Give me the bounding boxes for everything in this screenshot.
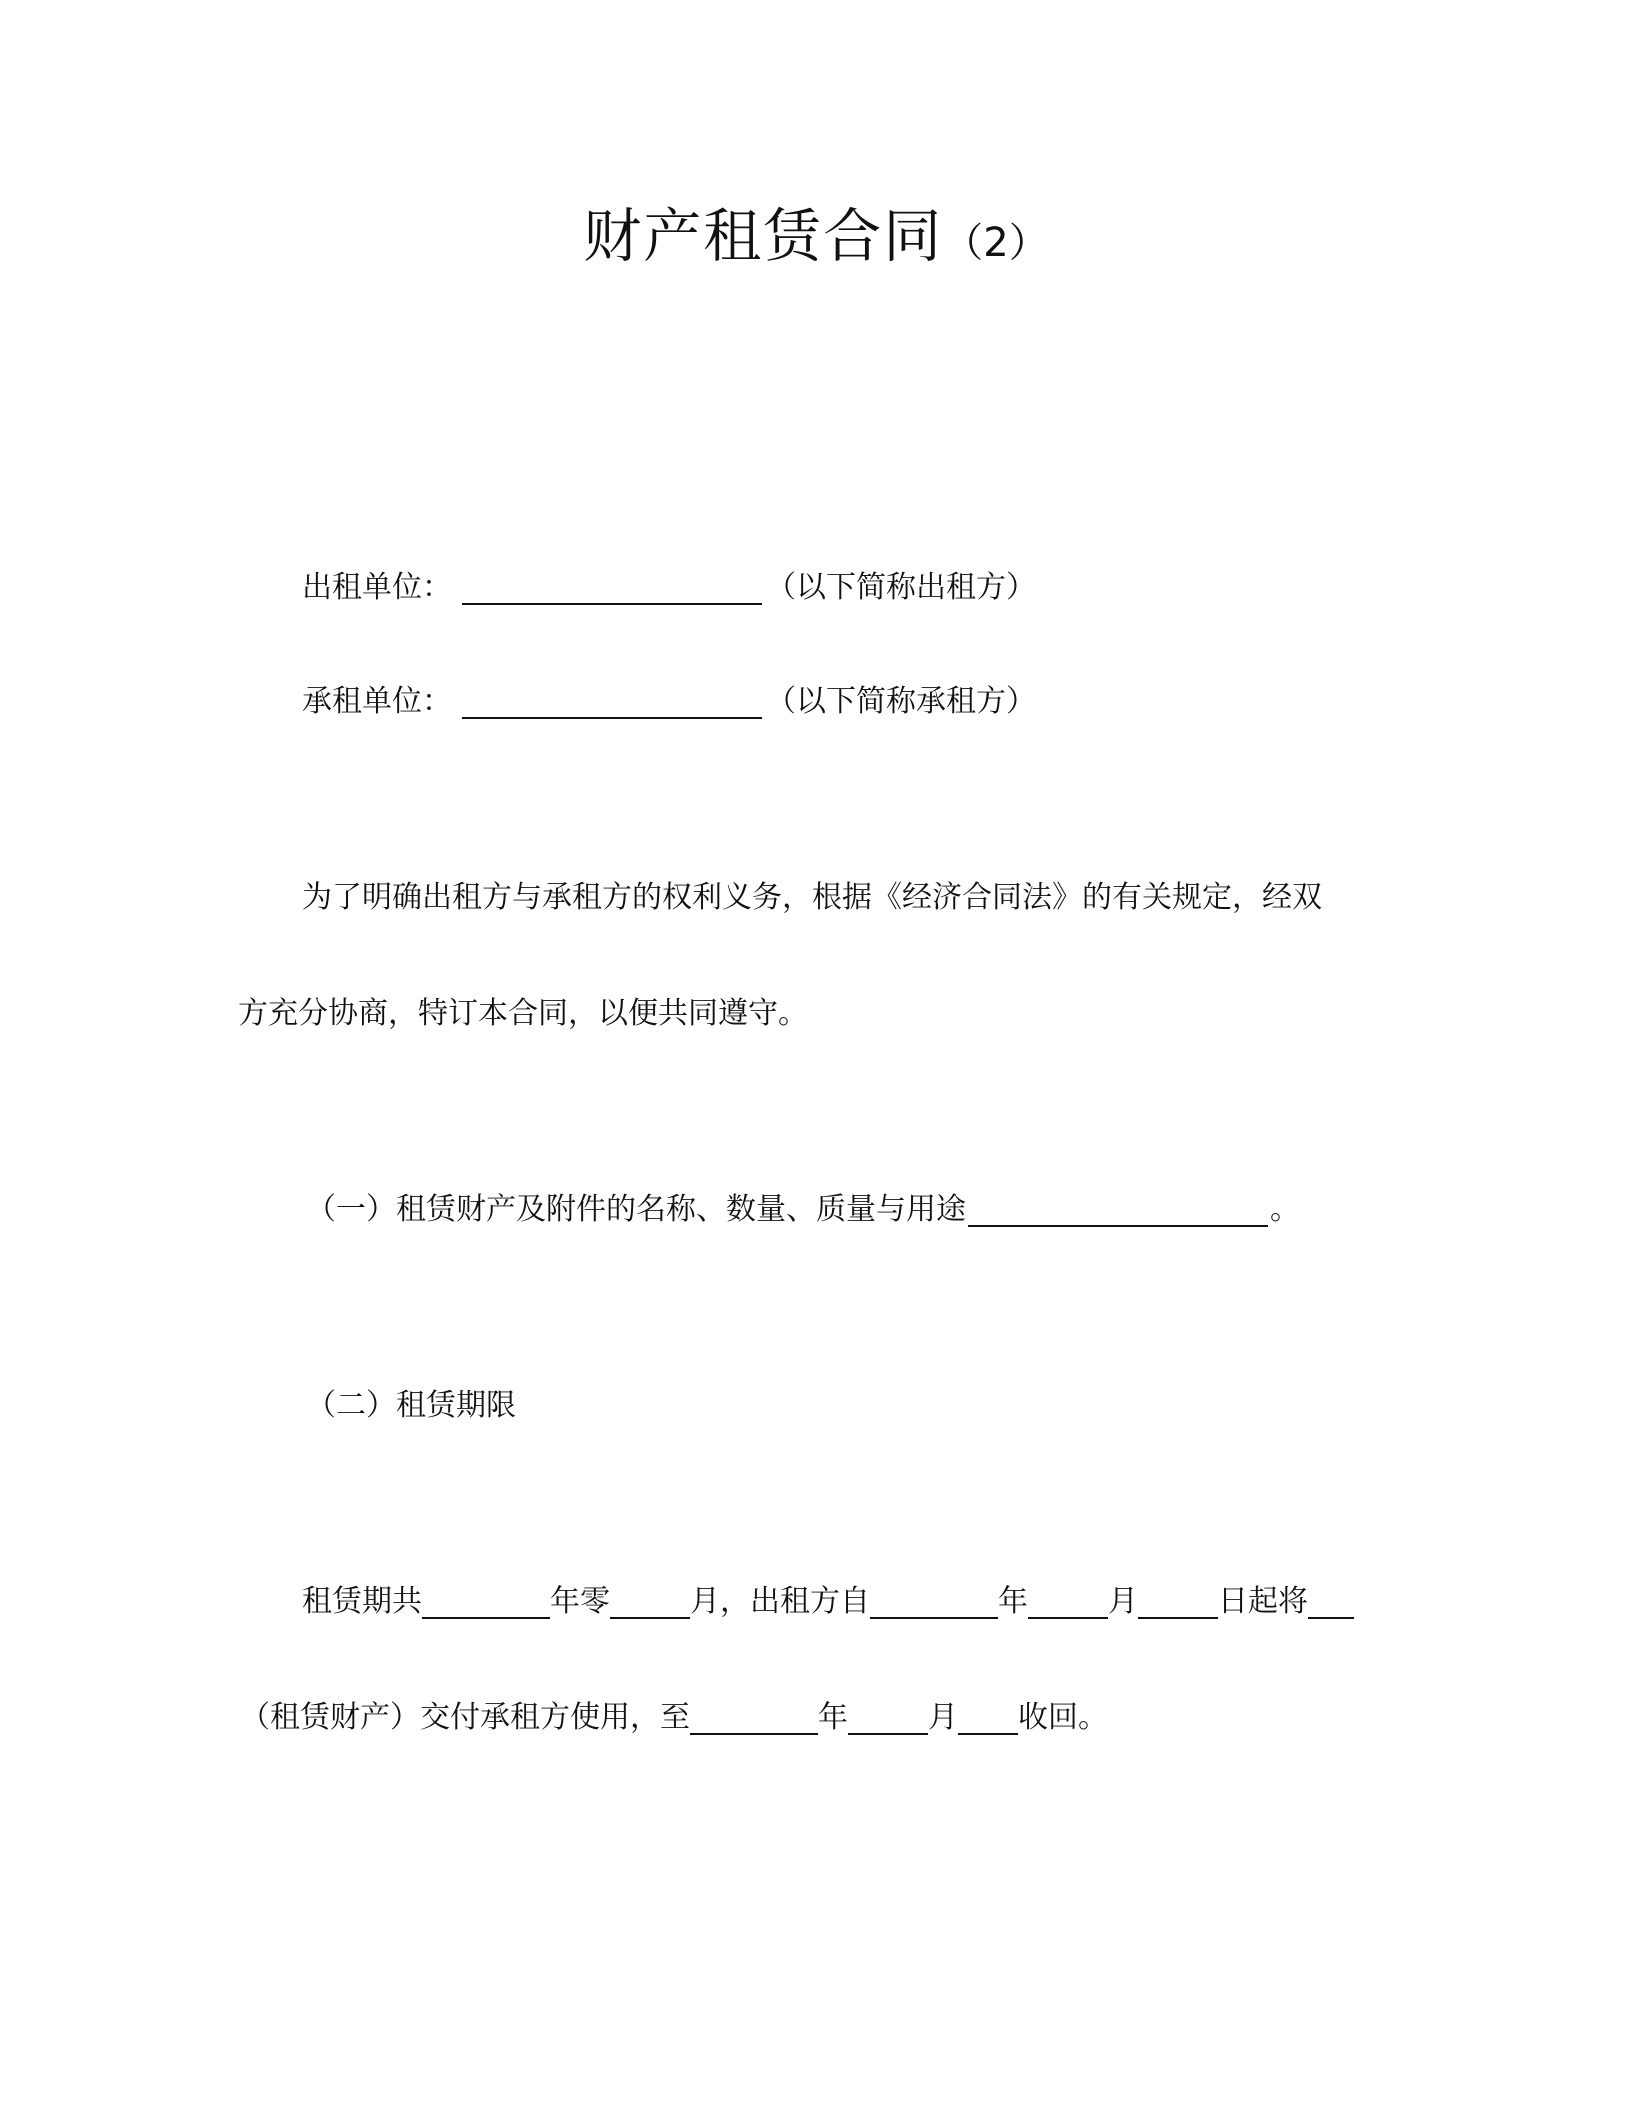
term-text-10: 收回。 [1018, 1700, 1108, 1735]
preamble-line-1: 为了明确出租方与承租方的权利义务，根据《经济合同法》的有关规定，经双 [302, 880, 1322, 915]
term-text-2: 年零 [550, 1584, 610, 1619]
title-suffix: （2） [943, 220, 1049, 266]
return-day-blank[interactable] [958, 1699, 1018, 1735]
start-day-blank[interactable] [1138, 1583, 1218, 1619]
document-title [0, 196, 1632, 283]
clause-2-heading: （二）租赁期限 [306, 1388, 516, 1423]
term-months-blank[interactable] [610, 1583, 690, 1619]
clause-1 [306, 1188, 1300, 1232]
term-text-6: 日起将 [1218, 1584, 1308, 1619]
title-main: 财产租赁合同 [583, 202, 944, 270]
clause-1-text: （一）租赁财产及附件的名称、数量、质量与用途 [306, 1192, 966, 1227]
term-line-1 [302, 1580, 1354, 1624]
term-text-1: 租赁期共 [302, 1584, 422, 1619]
start-year-blank[interactable] [870, 1583, 998, 1619]
clause-1-blank[interactable] [968, 1191, 1268, 1227]
return-year-blank[interactable] [690, 1699, 818, 1735]
property-blank[interactable] [1308, 1583, 1354, 1619]
term-text-5: 月 [1108, 1584, 1138, 1619]
term-text-3: 月，出租方自 [690, 1584, 870, 1619]
preamble-line-2: 方充分协商，特订本合同，以便共同遵守。 [238, 996, 808, 1031]
lessee-label: 承租单位： [302, 684, 452, 719]
lessor-note: （以下简称出租方） [766, 570, 1036, 605]
lessor-line [302, 566, 1036, 610]
lessee-line [302, 680, 1036, 724]
term-line-2 [240, 1696, 1108, 1740]
term-text-4: 年 [998, 1584, 1028, 1619]
return-month-blank[interactable] [848, 1699, 928, 1735]
term-text-9: 月 [928, 1700, 958, 1735]
start-month-blank[interactable] [1028, 1583, 1108, 1619]
term-text-7: （租赁财产）交付承租方使用，至 [240, 1700, 690, 1735]
term-years-blank[interactable] [422, 1583, 550, 1619]
lessor-label: 出租单位： [302, 570, 452, 605]
term-text-8: 年 [818, 1700, 848, 1735]
clause-1-end: 。 [1270, 1192, 1300, 1227]
lessor-blank[interactable] [462, 569, 762, 605]
lessee-note: （以下简称承租方） [766, 684, 1036, 719]
lessee-blank[interactable] [462, 683, 762, 719]
